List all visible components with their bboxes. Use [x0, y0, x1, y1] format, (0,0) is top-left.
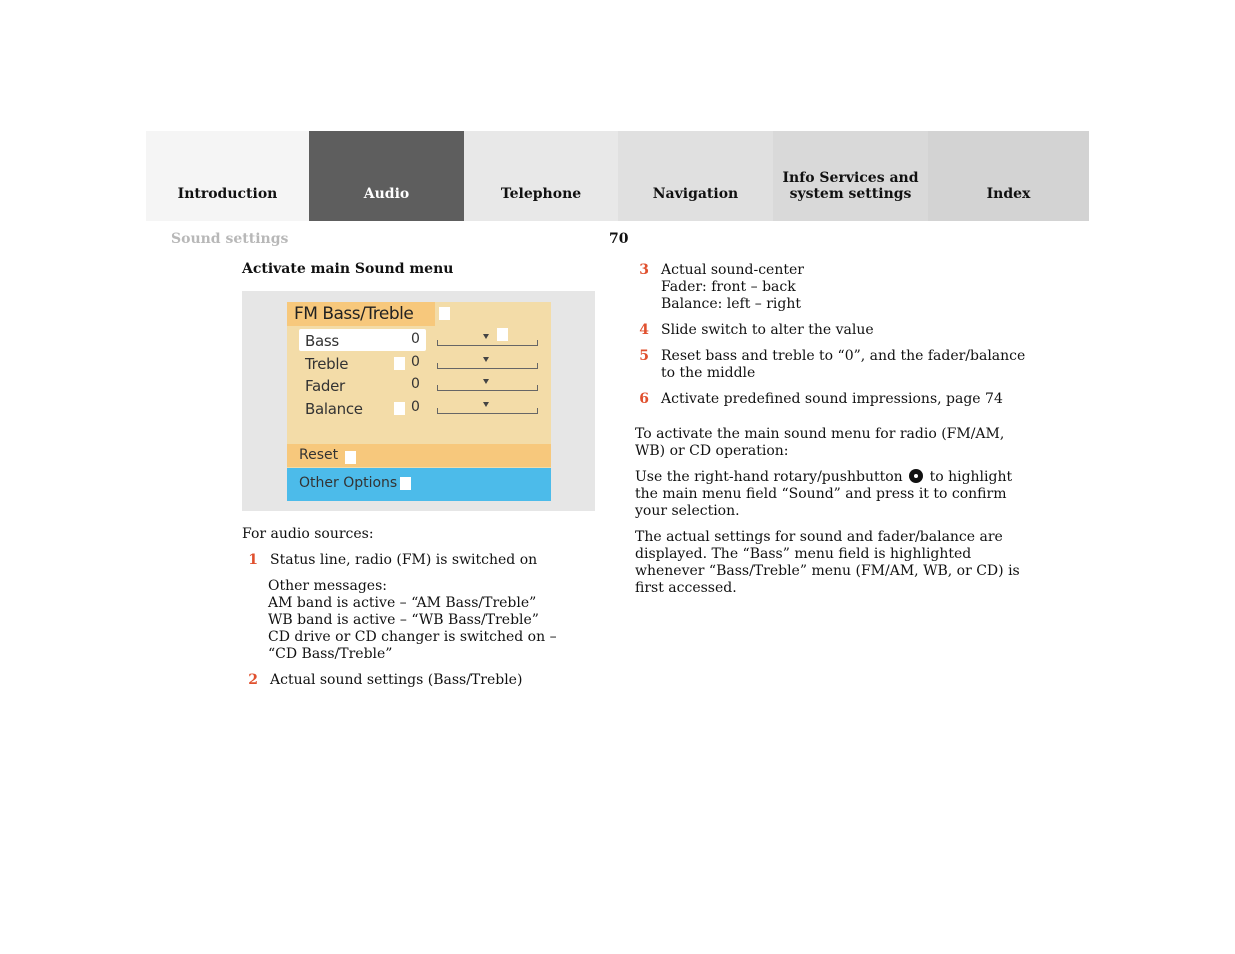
callout-marker-3 — [394, 402, 405, 415]
row-label: Bass — [305, 332, 339, 350]
page-number: 70 — [609, 231, 629, 247]
callout-marker-2 — [394, 357, 405, 370]
section-heading: Activate main Sound menu — [242, 261, 454, 277]
tab-introduction-label: Introduction — [177, 186, 278, 202]
tab-navigation[interactable] — [618, 131, 773, 221]
item-text: Actual sound settings (Bass/Treble) — [270, 672, 523, 688]
tab-navigation-label: Navigation — [652, 186, 739, 202]
item-text — [661, 262, 804, 313]
tab-info-services[interactable] — [773, 131, 928, 221]
item-text-line: to the middle — [661, 365, 756, 381]
slider-track — [437, 363, 538, 369]
other-messages — [268, 578, 557, 663]
tab-telephone-label: Telephone — [500, 186, 582, 202]
screen-row-treble — [287, 352, 551, 374]
paragraph-actual-settings — [635, 529, 1020, 597]
tab-index[interactable] — [928, 131, 1089, 221]
item-text-line: Balance: left – right — [661, 296, 802, 312]
other-messages-line: “CD Bass/Treble” — [268, 646, 393, 662]
paragraph-line: the main menu field “Sound” and press it to confirm — [635, 486, 1007, 502]
paragraph-rotary — [635, 469, 1012, 520]
row-value: 0 — [411, 354, 420, 370]
paragraph-line: WB) or CD operation: — [635, 443, 789, 459]
row-value: 0 — [411, 331, 420, 347]
paragraph-activate — [635, 426, 1004, 460]
callout-marker-6 — [400, 477, 411, 490]
paragraph-line: first accessed. — [635, 580, 737, 596]
other-messages-line: AM band is active – “AM Bass/Treble” — [268, 595, 537, 611]
other-messages-line: Other messages: — [268, 578, 387, 594]
rotary-pushbutton-icon — [909, 469, 923, 483]
tab-introduction[interactable] — [146, 131, 309, 221]
tab-audio-label: Audio — [363, 186, 410, 202]
paragraph-line: whenever “Bass/Treble” menu (FM/AM, WB, or CD) is — [635, 563, 1020, 579]
item-number: 3 — [639, 262, 649, 278]
tab-info-services-label — [782, 170, 918, 202]
item-number: 6 — [639, 391, 649, 407]
callout-marker-5 — [345, 451, 356, 464]
item-number: 1 — [248, 552, 258, 568]
row-label: Fader — [305, 377, 345, 395]
tab-telephone[interactable] — [464, 131, 618, 221]
other-messages-line: WB band is active – “WB Bass/Treble” — [268, 612, 539, 628]
slider-thumb — [483, 379, 489, 384]
screen-reset-field: Reset — [287, 444, 551, 467]
item-text-line: Actual sound-center — [661, 262, 804, 278]
paragraph-line: The actual settings for sound and fader/balance are — [635, 529, 1003, 545]
paragraph-line — [635, 469, 1012, 486]
tab-audio[interactable] — [309, 131, 464, 221]
screen-row-balance — [287, 397, 551, 419]
item-text: Slide switch to alter the value — [661, 322, 874, 338]
item-text — [661, 348, 1025, 382]
screen-status-line: FM Bass/Treble — [287, 302, 435, 326]
other-messages-line: CD drive or CD changer is switched on – — [268, 629, 557, 645]
screen-row-bass — [287, 329, 551, 351]
item-number: 2 — [248, 672, 258, 688]
slider-track — [437, 408, 538, 414]
paragraph-fragment: Use the right-hand rotary/pushbutton — [635, 469, 903, 485]
item-text: Status line, radio (FM) is switched on — [270, 552, 538, 568]
audio-sources-intro: For audio sources: — [242, 526, 374, 542]
row-value: 0 — [411, 376, 420, 392]
item-text-line: Fader: front – back — [661, 279, 796, 295]
item-text: Activate predefined sound impressions, page 74 — [661, 391, 1003, 407]
item-number: 5 — [639, 348, 649, 364]
screen-row-fader — [287, 374, 551, 396]
top-navigation-tabs — [146, 131, 1089, 221]
callout-marker-1 — [439, 307, 450, 320]
item-number: 4 — [639, 322, 649, 338]
slider-thumb — [483, 334, 489, 339]
slider-track — [437, 385, 538, 391]
tab-info-line2: system settings — [789, 186, 912, 202]
section-title: Sound settings — [171, 231, 289, 247]
item-text-line: Reset bass and treble to “0”, and the fader/balance — [661, 348, 1026, 364]
screen-other-options-field: Other Options — [287, 468, 551, 501]
sound-menu-screen — [287, 302, 551, 501]
row-value: 0 — [411, 399, 420, 415]
slider-thumb — [483, 402, 489, 407]
paragraph-fragment: to highlight — [929, 469, 1013, 485]
paragraph-line: To activate the main sound menu for radio (FM/AM, — [635, 426, 1005, 442]
callout-marker-4 — [497, 328, 508, 341]
tab-info-line1: Info Services and — [782, 170, 919, 186]
slider-track — [437, 340, 538, 346]
paragraph-line: displayed. The “Bass” menu field is highlighted — [635, 546, 972, 562]
tab-index-label: Index — [986, 186, 1031, 202]
slider-thumb — [483, 357, 489, 362]
row-label: Balance — [305, 400, 363, 418]
paragraph-line: your selection. — [635, 503, 740, 519]
row-label: Treble — [305, 355, 349, 373]
